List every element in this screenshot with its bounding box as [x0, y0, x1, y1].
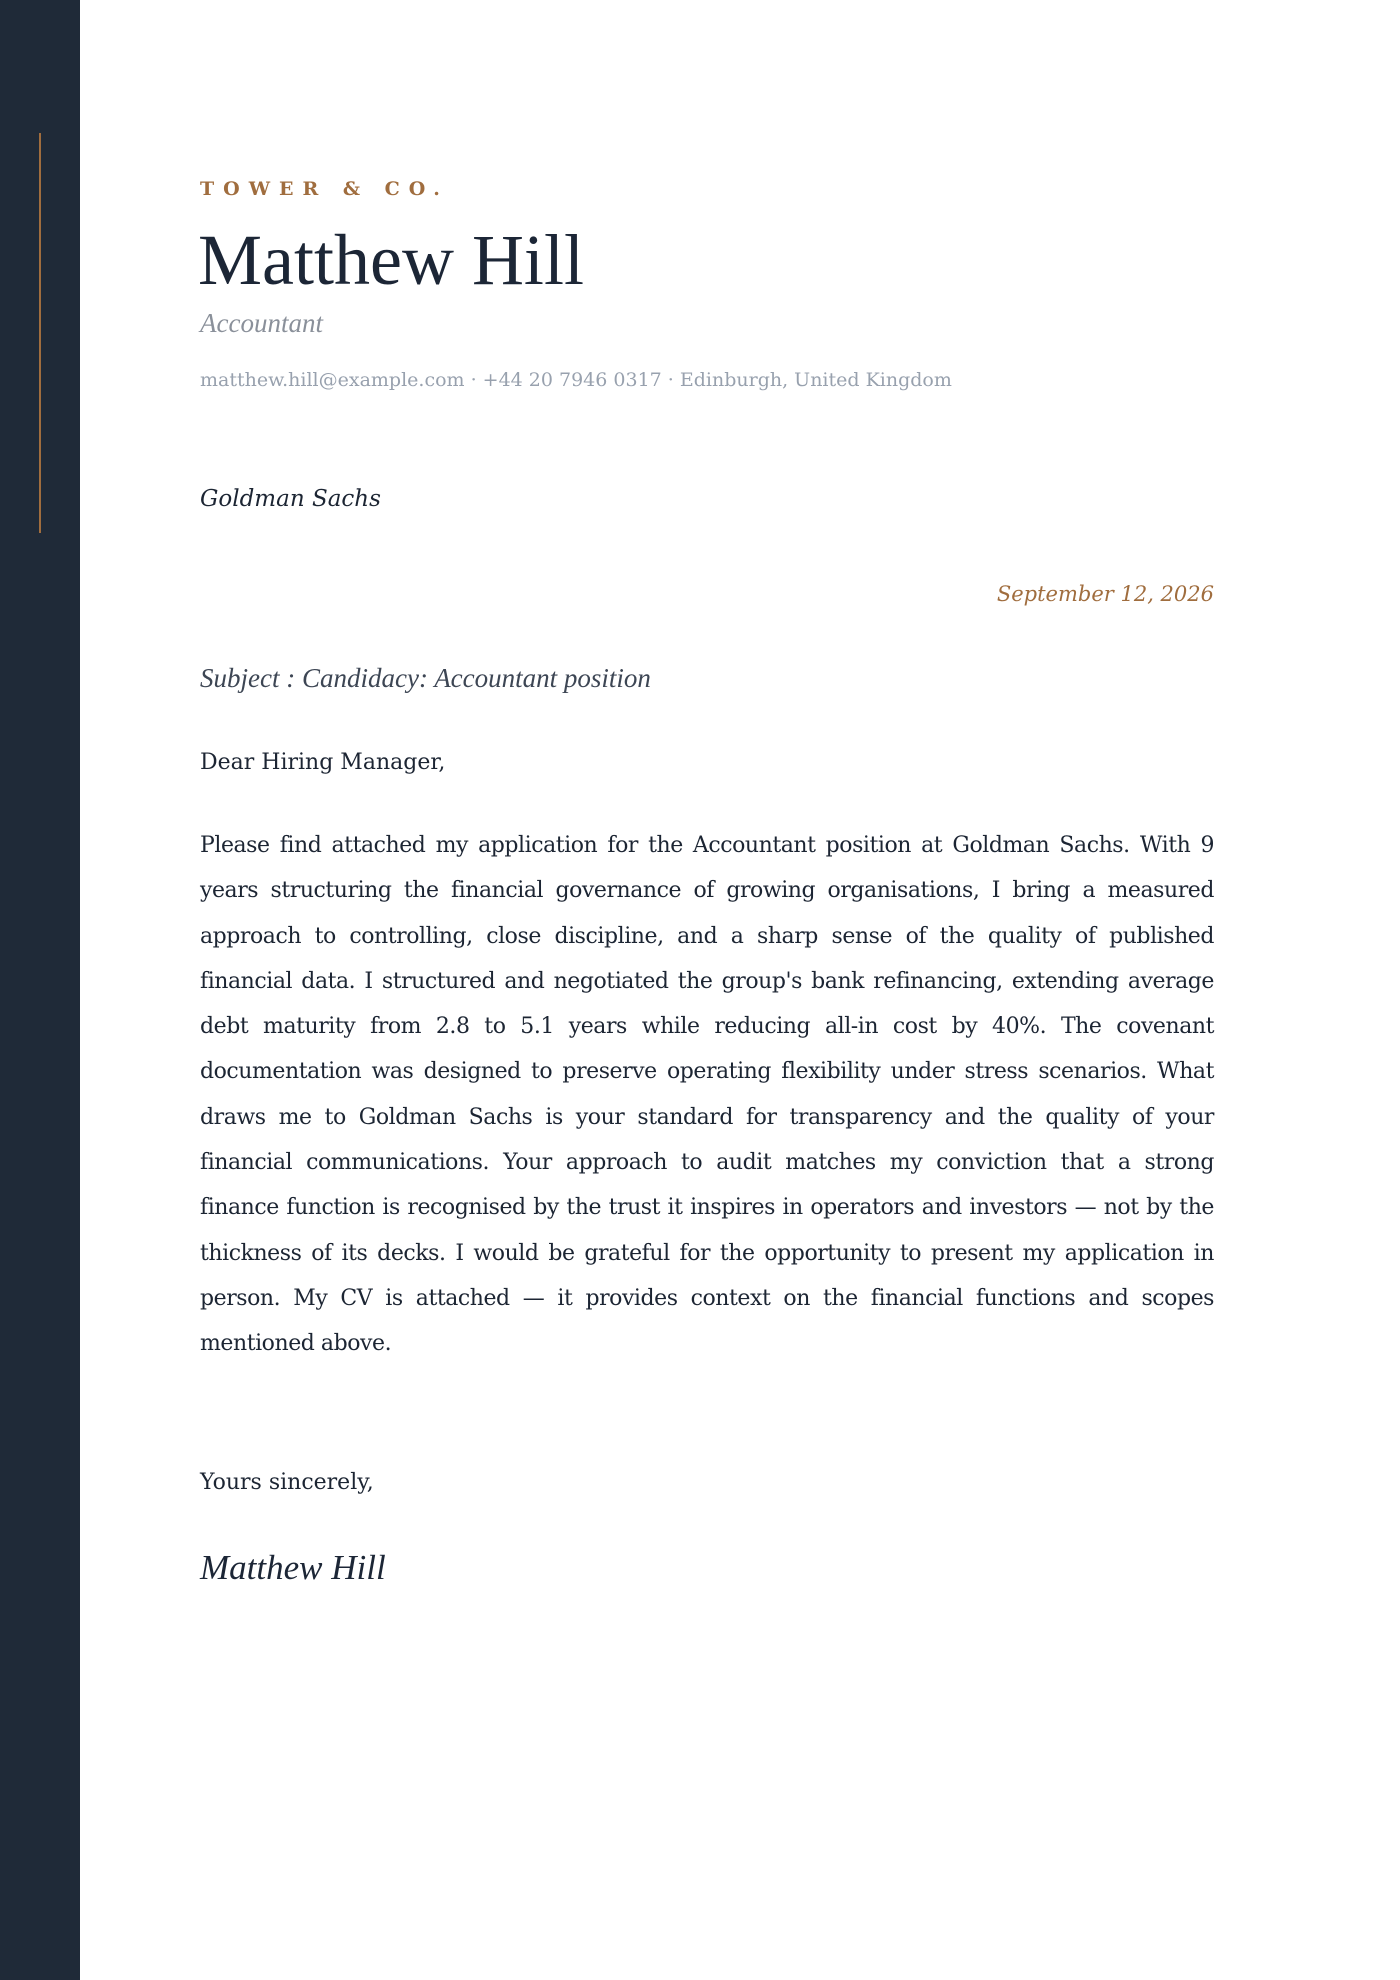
sender-name: Matthew Hill	[198, 220, 584, 300]
subject-line: Subject : Candidacy: Accountant position	[200, 663, 651, 693]
recipient-company: Goldman Sachs	[200, 486, 381, 512]
salutation: Dear Hiring Manager,	[200, 750, 446, 775]
letter-date: September 12, 2026	[996, 582, 1214, 606]
sender-role: Accountant	[200, 308, 323, 338]
sidebar-band	[0, 0, 80, 1980]
firm-name: TOWER & CO.	[200, 178, 449, 200]
closing: Yours sincerely,	[200, 1470, 374, 1495]
letter-body: Please find attached my application for the Accountant position at Goldman Sachs. With 9 years structuring the financial governance of growing organisations, I bring a measured approach to controlling, close discipline, and a sharp sense of the quality of published financial data. I structured and negotiated the group's bank refinancing, extending average debt maturity from 2.8 to 5.1 years while reducing all-in cost by 40%. The covenant documentation was designed to preserve operating flexibility under stress scenarios. What draws me to Goldman Sachs is your standard for transparency and the quality of your financial communications. Your approach to audit matches my conviction that a strong finance function is recognised by the trust it inspires in operators and investors — not by the thickness of its decks. I would be grateful for the opportunity to present my application in person. My CV is attached — it provides context on the financial functions and scopes mentioned above.	[200, 833, 1214, 1357]
sidebar-accent-rule	[39, 133, 41, 533]
signature: Matthew Hill	[200, 1548, 386, 1587]
contact-line: matthew.hill@example.com · +44 20 7946 0317 · Edinburgh, United Kingdom	[200, 369, 952, 391]
